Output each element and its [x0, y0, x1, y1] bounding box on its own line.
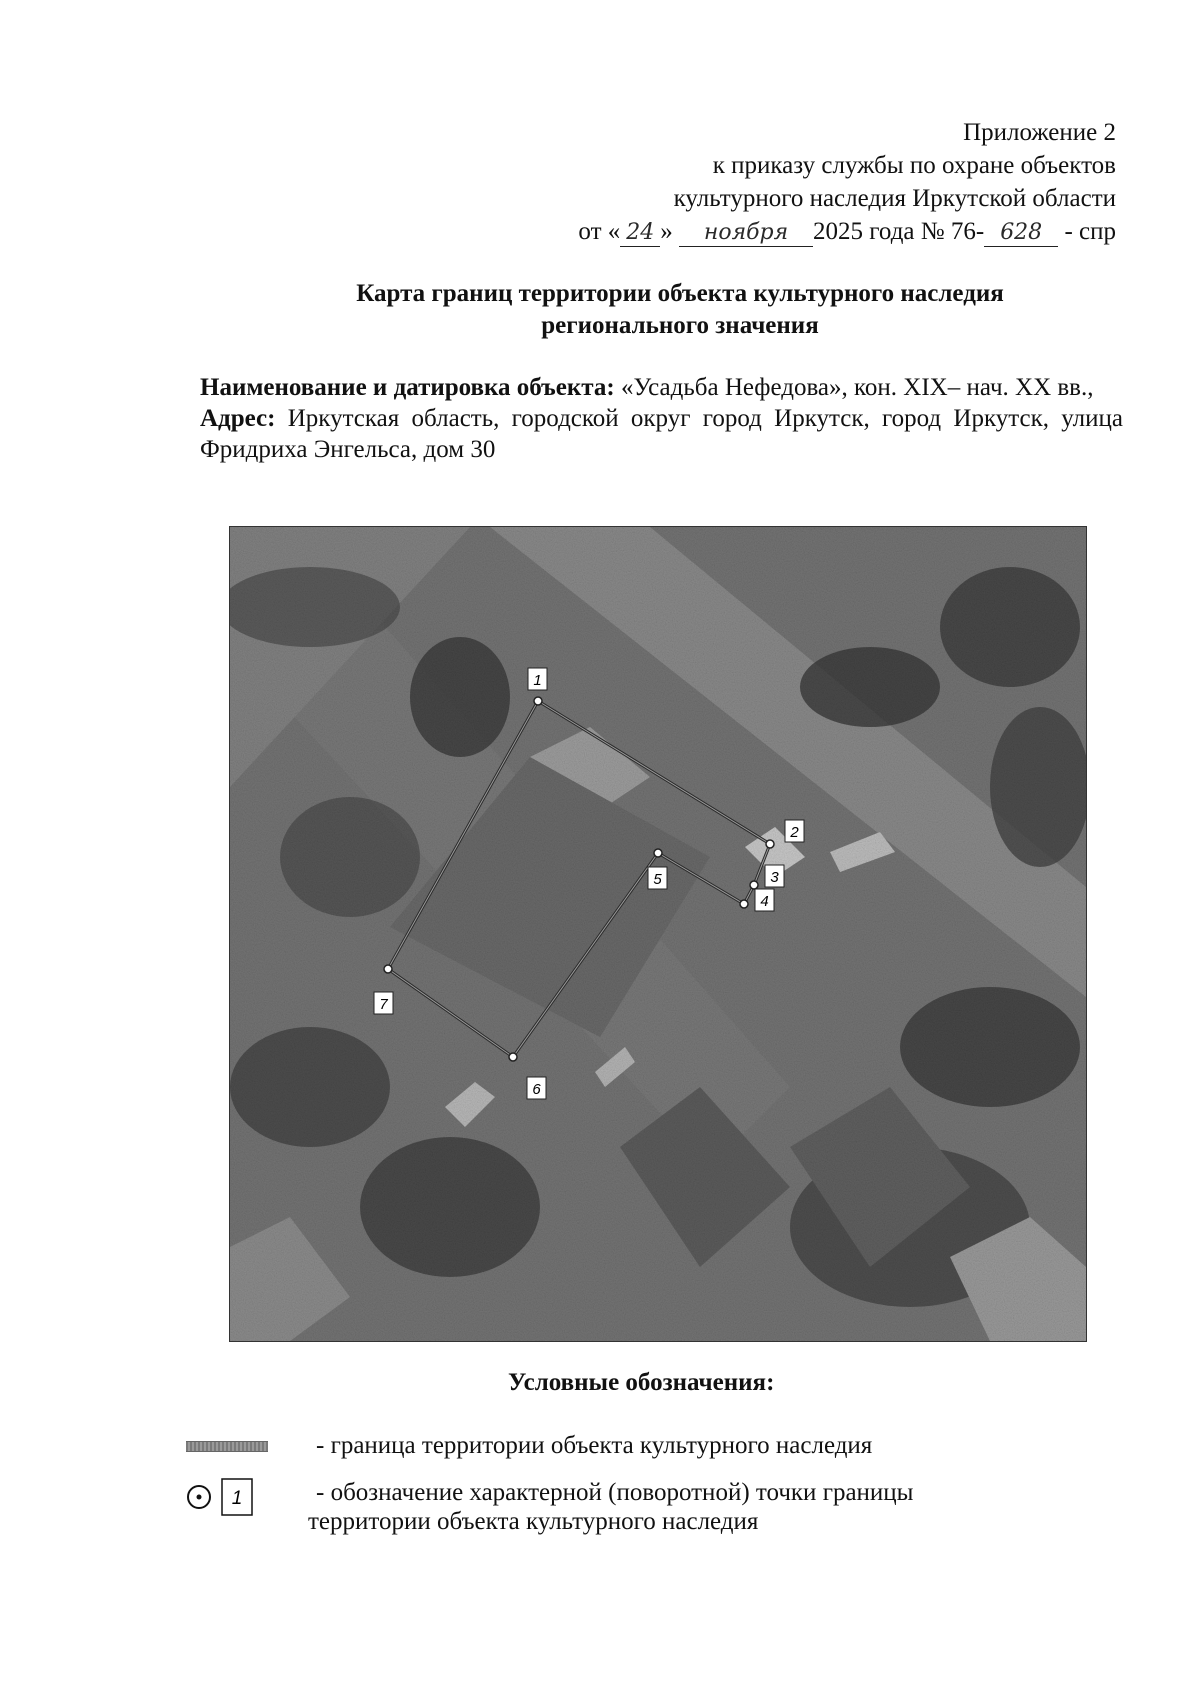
boundary-point-1-marker — [534, 697, 542, 705]
boundary-point-7-marker — [384, 965, 392, 973]
title-line-1: Карта границ территории объекта культурного наследия — [356, 280, 1004, 307]
handwritten-order-number: 628 — [984, 220, 1058, 247]
boundary-point-2-label — [785, 820, 804, 842]
object-name-value: «Усадьба Нефедова», кон. XIX– нач. XX вв., — [620, 374, 1094, 401]
svg-text:1: 1 — [533, 672, 542, 689]
legend-boundary-text: - граница территории объекта культурного наследия — [316, 1432, 873, 1459]
handwritten-month: ноября — [679, 220, 813, 247]
legend-title: Условные обозначения: — [508, 1369, 775, 1396]
appendix-number: Приложение 2 — [963, 119, 1116, 146]
appendix-authority: культурного наследия Иркутской области — [673, 185, 1116, 212]
svg-text:7: 7 — [379, 996, 388, 1013]
aerial-map — [229, 526, 1087, 1342]
map-svg — [230, 527, 1086, 1341]
appendix-order-ref: к приказу службы по охране объектов — [712, 152, 1116, 179]
boundary-point-5-label — [648, 867, 667, 889]
boundary-point-4-marker — [740, 900, 748, 908]
date-mid: » — [660, 218, 673, 245]
svg-text:6: 6 — [532, 1081, 541, 1098]
address-label: Адрес: — [200, 405, 276, 432]
boundary-point-1-label — [528, 668, 547, 690]
legend-point-text-line-1: - обозначение характерной (поворотной) точки границы — [316, 1479, 914, 1506]
handwritten-day: 24 — [620, 220, 660, 247]
boundary-point-3-label — [765, 865, 784, 887]
map-imagery — [230, 527, 1086, 1341]
date-year-text: 2025 года № 76- — [813, 218, 985, 245]
date-prefix: от « — [578, 218, 621, 245]
appendix-header — [578, 116, 1116, 248]
svg-text:3: 3 — [770, 869, 779, 886]
svg-text:5: 5 — [653, 871, 662, 888]
svg-text:4: 4 — [760, 893, 769, 910]
address-value: Иркутская область, городской округ город Иркутск, город Иркутск, улица Фридриха Энгельса, дом 30 — [200, 405, 1124, 463]
object-name-paragraph — [200, 372, 1123, 403]
legend-boundary-line-sample — [186, 1441, 268, 1452]
svg-text:2: 2 — [790, 824, 799, 841]
order-suffix: - спр — [1064, 218, 1116, 245]
legend-point-text-line-2: территории объекта культурного наследия — [308, 1508, 759, 1535]
appendix-date-line — [578, 215, 1116, 248]
boundary-point-3-marker — [750, 881, 758, 889]
object-address-paragraph — [200, 403, 1123, 465]
boundary-point-6-marker — [509, 1053, 517, 1061]
boundary-point-4-label — [755, 889, 774, 911]
boundary-point-6-label — [527, 1077, 546, 1099]
object-name-label: Наименование и датировка объекта: — [200, 374, 615, 401]
object-info — [200, 372, 1123, 465]
legend-point-symbol — [186, 1477, 276, 1517]
title-line-2: регионального значения — [541, 312, 819, 339]
legend-point-label: 1 — [231, 1488, 243, 1509]
boundary-point-7-label — [374, 992, 393, 1014]
document-title — [300, 278, 1060, 342]
boundary-point-2-marker — [766, 840, 774, 848]
boundary-point-5-marker — [654, 849, 662, 857]
